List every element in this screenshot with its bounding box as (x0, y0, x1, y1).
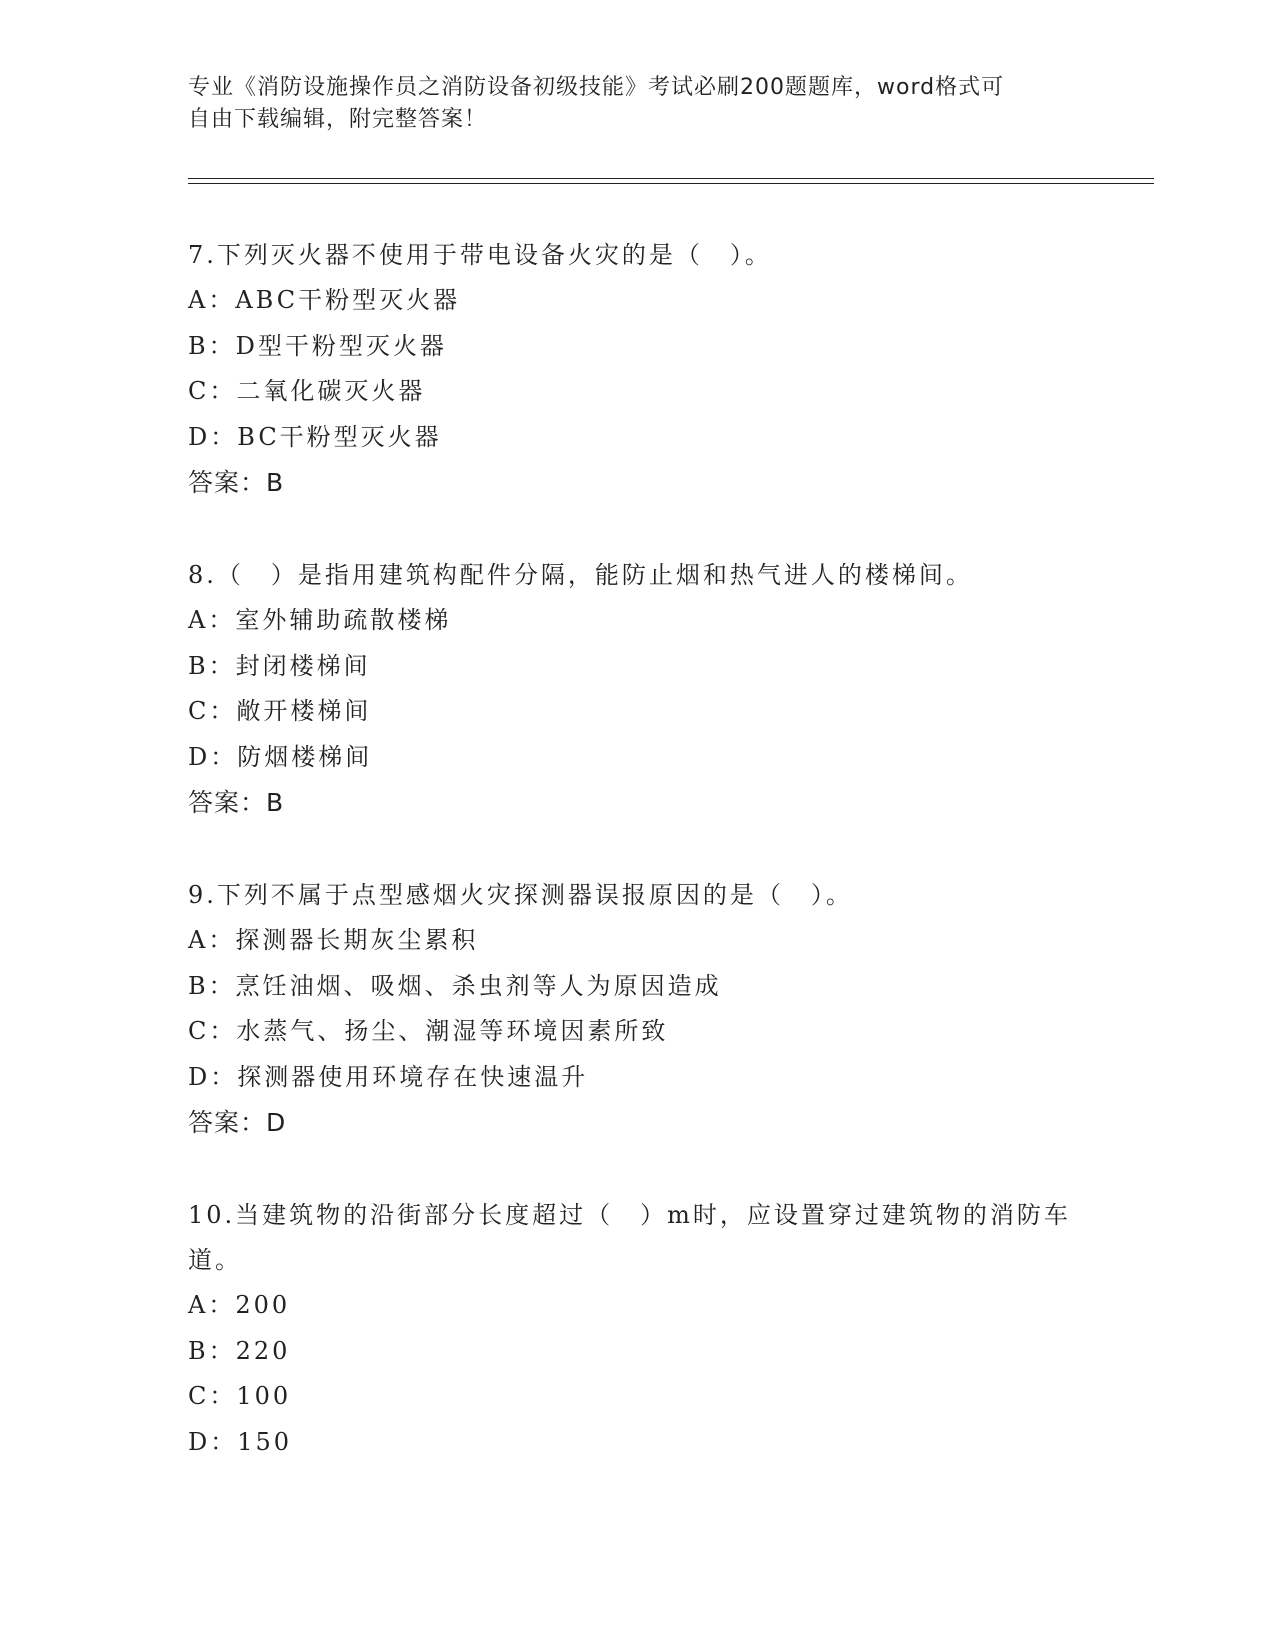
question-stem: 9.下列不属于点型感烟火灾探测器误报原因的是（ ）。 (188, 881, 853, 909)
option-a: A：200 (188, 1291, 291, 1319)
answer: 答案：B (188, 788, 285, 817)
header-divider-top (188, 178, 1154, 179)
option-b: B：D型干粉型灭火器 (188, 331, 447, 360)
option-a: A：ABC干粉型灭火器 (188, 286, 461, 314)
option-c: C：100 (188, 1382, 292, 1410)
answer: 答案：D (188, 1108, 287, 1137)
option-b: B：220 (188, 1336, 291, 1365)
question-7 (188, 233, 1088, 505)
option-d: D：防烟楼梯间 (188, 742, 373, 771)
option-d: D：BC干粉型灭火器 (188, 422, 442, 451)
question-stem: 10.当建筑物的沿街部分长度超过（ ）m时，应设置穿过建筑物的消防车道。 (188, 1201, 1071, 1274)
option-c: C：敞开楼梯间 (188, 697, 372, 725)
document-header (188, 72, 1068, 136)
option-d: D：探测器使用环境存在快速温升 (188, 1062, 589, 1091)
option-b: B：封闭楼梯间 (188, 651, 371, 680)
option-a: A：室外辅助疏散楼梯 (188, 606, 452, 634)
question-10 (188, 1193, 1088, 1465)
question-8 (188, 553, 1088, 825)
option-a: A：探测器长期灰尘累积 (188, 926, 479, 954)
question-9 (188, 873, 1088, 1145)
header-divider-bottom (188, 183, 1154, 184)
option-c: C：水蒸气、扬尘、潮湿等环境因素所致 (188, 1017, 669, 1045)
question-stem: 8.（ ）是指用建筑构配件分隔，能防止烟和热气进人的楼梯间。 (188, 561, 973, 589)
option-c: C：二氧化碳灭火器 (188, 377, 426, 405)
answer: 答案：B (188, 468, 285, 497)
question-stem: 7.下列灭火器不使用于带电设备火灾的是（ ）。 (188, 241, 772, 269)
header-line-2: 自由下载编辑，附完整答案！ (188, 107, 488, 132)
option-d: D：150 (188, 1427, 293, 1456)
option-b: B：烹饪油烟、吸烟、杀虫剂等人为原因造成 (188, 971, 722, 1000)
header-line-1: 专业《消防设施操作员之消防设备初级技能》考试必刷200题题库，word格式可 (188, 75, 1005, 100)
